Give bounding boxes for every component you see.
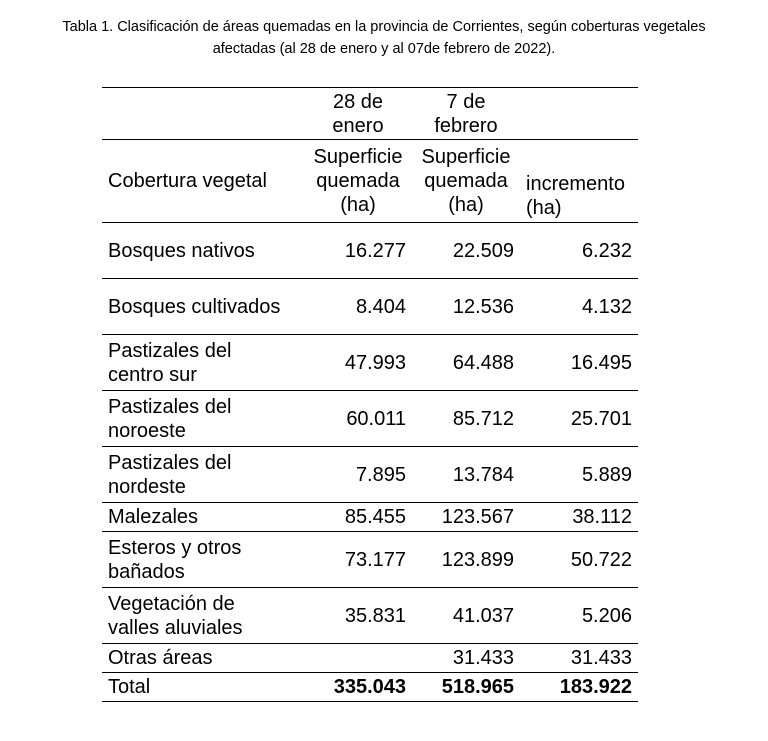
header-cobertura: Cobertura vegetal bbox=[102, 140, 304, 223]
row-value-enero: 85.455 bbox=[304, 503, 412, 532]
row-value-enero: 73.177 bbox=[304, 532, 412, 588]
row-value-enero: 35.831 bbox=[304, 588, 412, 644]
row-value-enero: 16.277 bbox=[304, 223, 412, 279]
table-row bbox=[102, 532, 638, 588]
caption-line-2: afectadas (al 28 de enero y al 07de febrero de 2022). bbox=[212, 41, 556, 57]
table-row bbox=[102, 223, 638, 279]
total-value-incremento: 183.922 bbox=[520, 673, 638, 702]
row-value-incremento: 5.206 bbox=[520, 588, 638, 644]
row-value-febrero: 22.509 bbox=[412, 223, 520, 279]
header-date-row bbox=[102, 88, 638, 140]
row-label: Esteros y otros bañados bbox=[102, 532, 304, 588]
row-value-febrero: 31.433 bbox=[412, 644, 520, 673]
row-value-enero bbox=[304, 644, 412, 673]
table-row bbox=[102, 447, 638, 503]
row-label: Pastizales del noroeste bbox=[102, 391, 304, 447]
total-label: Total bbox=[102, 673, 304, 702]
row-value-enero: 47.993 bbox=[304, 335, 412, 391]
row-label: Otras áreas bbox=[102, 644, 304, 673]
row-label: Vegetación de valles aluviales bbox=[102, 588, 304, 644]
table-row bbox=[102, 279, 638, 335]
row-value-febrero: 64.488 bbox=[412, 335, 520, 391]
header-row bbox=[102, 140, 638, 223]
row-value-febrero: 85.712 bbox=[412, 391, 520, 447]
row-value-incremento: 31.433 bbox=[520, 644, 638, 673]
row-value-febrero: 123.567 bbox=[412, 503, 520, 532]
header-date-2: 7 de febrero bbox=[412, 88, 520, 140]
total-row bbox=[102, 673, 638, 702]
header-superficie-1: Superficie quemada (ha) bbox=[304, 140, 412, 223]
row-value-incremento: 50.722 bbox=[520, 532, 638, 588]
table-row bbox=[102, 391, 638, 447]
table-row bbox=[102, 588, 638, 644]
row-value-incremento: 16.495 bbox=[520, 335, 638, 391]
row-value-febrero: 123.899 bbox=[412, 532, 520, 588]
row-label: Pastizales del centro sur bbox=[102, 335, 304, 391]
header-superficie-2: Superficie quemada (ha) bbox=[412, 140, 520, 223]
row-label: Pastizales del nordeste bbox=[102, 447, 304, 503]
row-label: Bosques cultivados bbox=[102, 279, 304, 335]
table-row bbox=[102, 644, 638, 673]
row-value-febrero: 12.536 bbox=[412, 279, 520, 335]
row-value-enero: 60.011 bbox=[304, 391, 412, 447]
row-value-febrero: 41.037 bbox=[412, 588, 520, 644]
total-value-enero: 335.043 bbox=[304, 673, 412, 702]
table-row bbox=[102, 335, 638, 391]
row-value-incremento: 38.112 bbox=[520, 503, 638, 532]
total-value-febrero: 518.965 bbox=[412, 673, 520, 702]
burned-area-table bbox=[102, 87, 638, 702]
table-row bbox=[102, 503, 638, 532]
caption-line-1: Tabla 1. Clasificación de áreas quemadas en la provincia de Corrientes, según coberturas vegetales bbox=[62, 19, 706, 35]
row-value-enero: 7.895 bbox=[304, 447, 412, 503]
row-value-incremento: 5.889 bbox=[520, 447, 638, 503]
row-value-incremento: 4.132 bbox=[520, 279, 638, 335]
row-value-enero: 8.404 bbox=[304, 279, 412, 335]
row-value-febrero: 13.784 bbox=[412, 447, 520, 503]
header-date-1: 28 de enero bbox=[304, 88, 412, 140]
row-label: Malezales bbox=[102, 503, 304, 532]
table-caption bbox=[0, 16, 768, 60]
row-label: Bosques nativos bbox=[102, 223, 304, 279]
row-value-incremento: 6.232 bbox=[520, 223, 638, 279]
row-value-incremento: 25.701 bbox=[520, 391, 638, 447]
header-incremento: incremento (ha) bbox=[520, 140, 638, 223]
